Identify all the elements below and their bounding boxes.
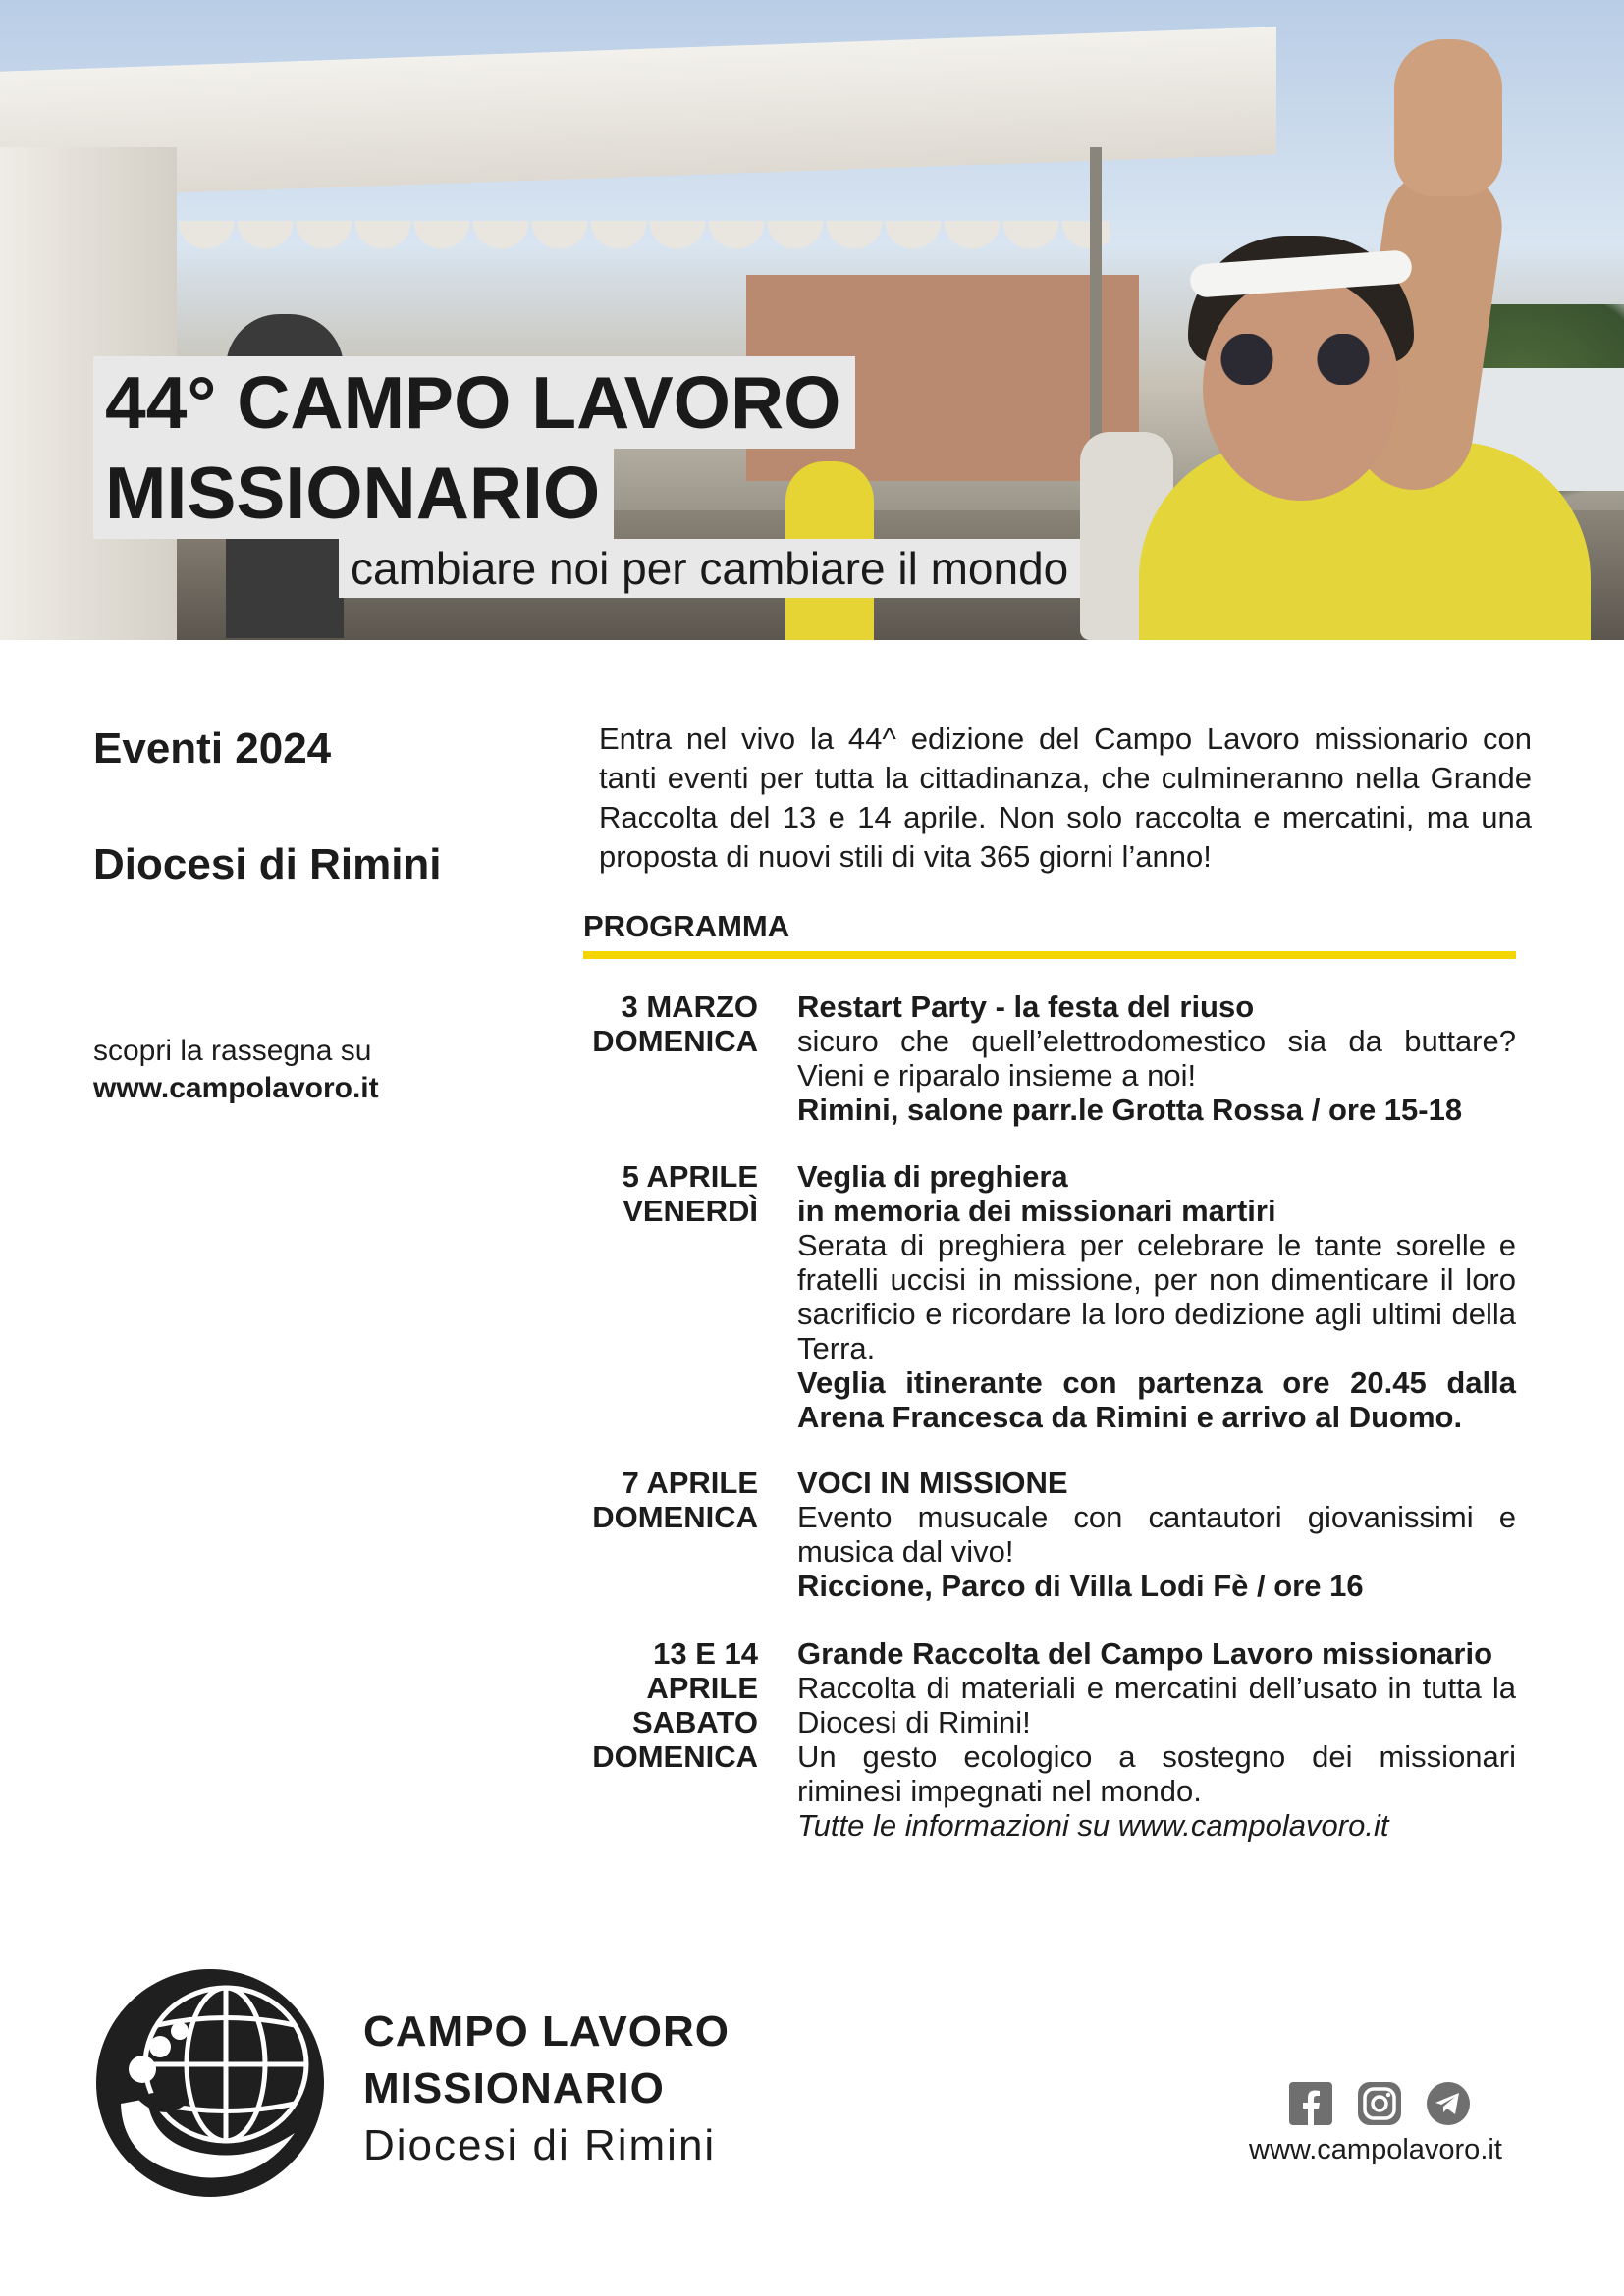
- hero-title-line1: 44° CAMPO LAVORO: [93, 356, 855, 449]
- org-name-line1: CAMPO LAVORO: [363, 2007, 730, 2056]
- instagram-icon[interactable]: [1357, 2081, 1402, 2126]
- event-body: [797, 989, 1516, 1127]
- event-body: [797, 1159, 1516, 1434]
- hero-sunglasses: [1216, 334, 1382, 385]
- event-subtitle: in memoria dei missionari martiri: [797, 1194, 1276, 1228]
- events-title: Eventi 2024: [93, 724, 332, 773]
- event-date: [583, 1159, 758, 1228]
- globe-hands-logo-icon: [93, 1966, 327, 2200]
- telegram-icon[interactable]: [1426, 2081, 1471, 2126]
- event-info-note: Tutte le informazioni su www.campolavoro.it: [797, 1808, 1389, 1842]
- event-date-line: 5 APRILE: [622, 1159, 758, 1194]
- event-title: VOCI IN MISSIONE: [797, 1466, 1068, 1500]
- event-date-line: APRILE: [646, 1671, 758, 1705]
- hero-title-line2: MISSIONARIO: [93, 447, 614, 539]
- event-description: Evento musucale con cantautori giovanissimi e musica dal vivo!: [797, 1500, 1516, 1569]
- event-date: [583, 989, 758, 1058]
- programma-divider: [583, 951, 1516, 959]
- event-date-line: DOMENICA: [592, 1500, 758, 1534]
- hero-subtitle: cambiare noi per cambiare il mondo: [339, 539, 1080, 598]
- hero-woman-face: [1203, 275, 1399, 501]
- event-description: sicuro che quell’elettrodomestico sia da buttare? Vieni e riparalo insieme a noi!: [797, 1024, 1516, 1093]
- event-date: [583, 1466, 758, 1534]
- event-date-line: 3 MARZO: [621, 989, 758, 1024]
- event-description: Raccolta di materiali e mercatini dell’usato in tutta la Diocesi di Rimini!: [797, 1671, 1516, 1739]
- diocese-title: Diocesi di Rimini: [93, 840, 442, 888]
- event-date: [583, 1636, 758, 1774]
- event-details: Veglia itinerante con partenza ore 20.45 dalla Arena Francesca da Rimini e arrivo al Duomo.: [797, 1365, 1516, 1434]
- event-title: Restart Party - la festa del riuso: [797, 989, 1255, 1024]
- event-description-2: Un gesto ecologico a sostegno dei missionari riminesi impegnati nel mondo.: [797, 1739, 1516, 1808]
- intro-paragraph: Entra nel vivo la 44^ edizione del Campo Lavoro missionario con tanti eventi per tutta la cittadinanza, che culmineranno nella Grande Raccolta del 13 e 14 aprile. Non solo raccolta e mercatini, ma una proposta di nuovi stili di vita 365 giorni l’anno!: [599, 721, 1532, 874]
- discover-block: [93, 1033, 379, 1107]
- facebook-icon[interactable]: [1288, 2081, 1333, 2126]
- event-body: [797, 1466, 1516, 1603]
- event-details: Rimini, salone parr.le Grotta Rossa / ore 15-18: [797, 1093, 1463, 1127]
- footer-url-link[interactable]: www.campolavoro.it: [1249, 2134, 1502, 2165]
- left-column: [93, 721, 506, 892]
- event-title: Veglia di preghiera: [797, 1159, 1068, 1194]
- discover-text: scopri la rassegna su: [93, 1035, 372, 1067]
- hero-tent-roof: [0, 27, 1276, 198]
- event-description: Serata di preghiera per celebrare le tante sorelle e fratelli uccisi in missione, per non dimenticare il loro sacrificio e ricordare la loro dedizione agli ultimi della Terra.: [797, 1228, 1516, 1365]
- event-date-line: DOMENICA: [592, 1024, 758, 1058]
- discover-url-link[interactable]: www.campolavoro.it: [93, 1072, 379, 1104]
- event-date-line: SABATO: [631, 1705, 758, 1739]
- event-title: Grande Raccolta del Campo Lavoro missionario: [797, 1636, 1493, 1671]
- event-details: Riccione, Parco di Villa Lodi Fè / ore 16: [797, 1569, 1364, 1603]
- programma-heading: PROGRAMMA: [583, 909, 790, 943]
- event-date-line: 13 E 14: [653, 1636, 758, 1671]
- social-icons: [1288, 2081, 1475, 2128]
- org-name-line2: MISSIONARIO: [363, 2064, 665, 2112]
- event-date-line: 7 APRILE: [622, 1466, 758, 1500]
- org-name-block: [363, 2003, 730, 2174]
- hero-peace-sign-hand: [1394, 39, 1502, 196]
- event-date-line: DOMENICA: [592, 1739, 758, 1774]
- event-date-line: VENERDÌ: [623, 1194, 758, 1228]
- org-name-line3: Diocesi di Rimini: [363, 2121, 717, 2169]
- event-body: [797, 1636, 1516, 1842]
